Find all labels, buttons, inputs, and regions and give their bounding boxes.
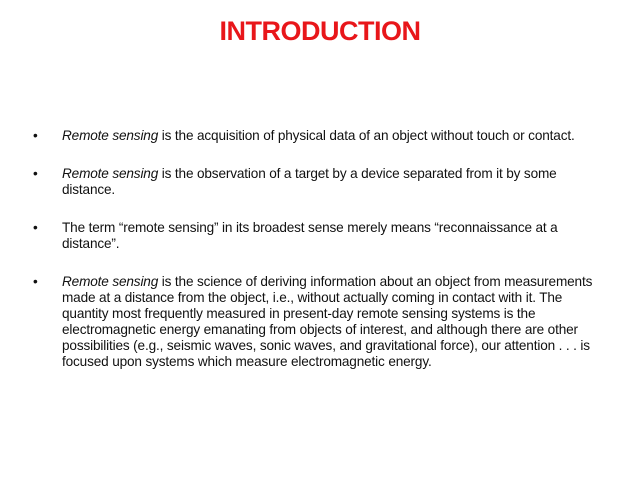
bullet-icon: •: [33, 166, 38, 181]
bullet-list: [0, 128, 607, 392]
bullet-lead: Remote sensing: [62, 128, 159, 143]
bullet-icon: •: [33, 274, 38, 289]
bullet-item: [0, 274, 607, 370]
slide-title: INTRODUCTION: [219, 16, 421, 46]
bullet-text: is the acquisition of physical data of an object without touch or contact.: [158, 128, 575, 143]
bullet-text: is the science of deriving information about an object from measurements made at a distance from the object, i.e., without actually coming in contact with it. The quantity most frequently measured in present-day remote sensing systems is the electromagnetic energy emanating from objects of interest, and although there are other possibilities (e.g., seismic waves, sonic waves, and gravitational force), our attention . . . is focused upon systems which measure electromagnetic energy.: [62, 274, 593, 369]
bullet-text: is the observation of a target by a device separated from it by some distance.: [62, 166, 557, 197]
bullet-item: [0, 220, 607, 252]
bullet-item: [0, 166, 607, 198]
bullet-lead: Remote sensing: [62, 166, 159, 181]
bullet-icon: •: [33, 128, 38, 143]
bullet-lead: Remote sensing: [62, 274, 159, 289]
bullet-text: The term “remote sensing” in its broadest sense merely means “reconnaissance at a distance”.: [62, 220, 558, 251]
bullet-item: [0, 128, 607, 144]
bullet-icon: •: [33, 220, 38, 235]
